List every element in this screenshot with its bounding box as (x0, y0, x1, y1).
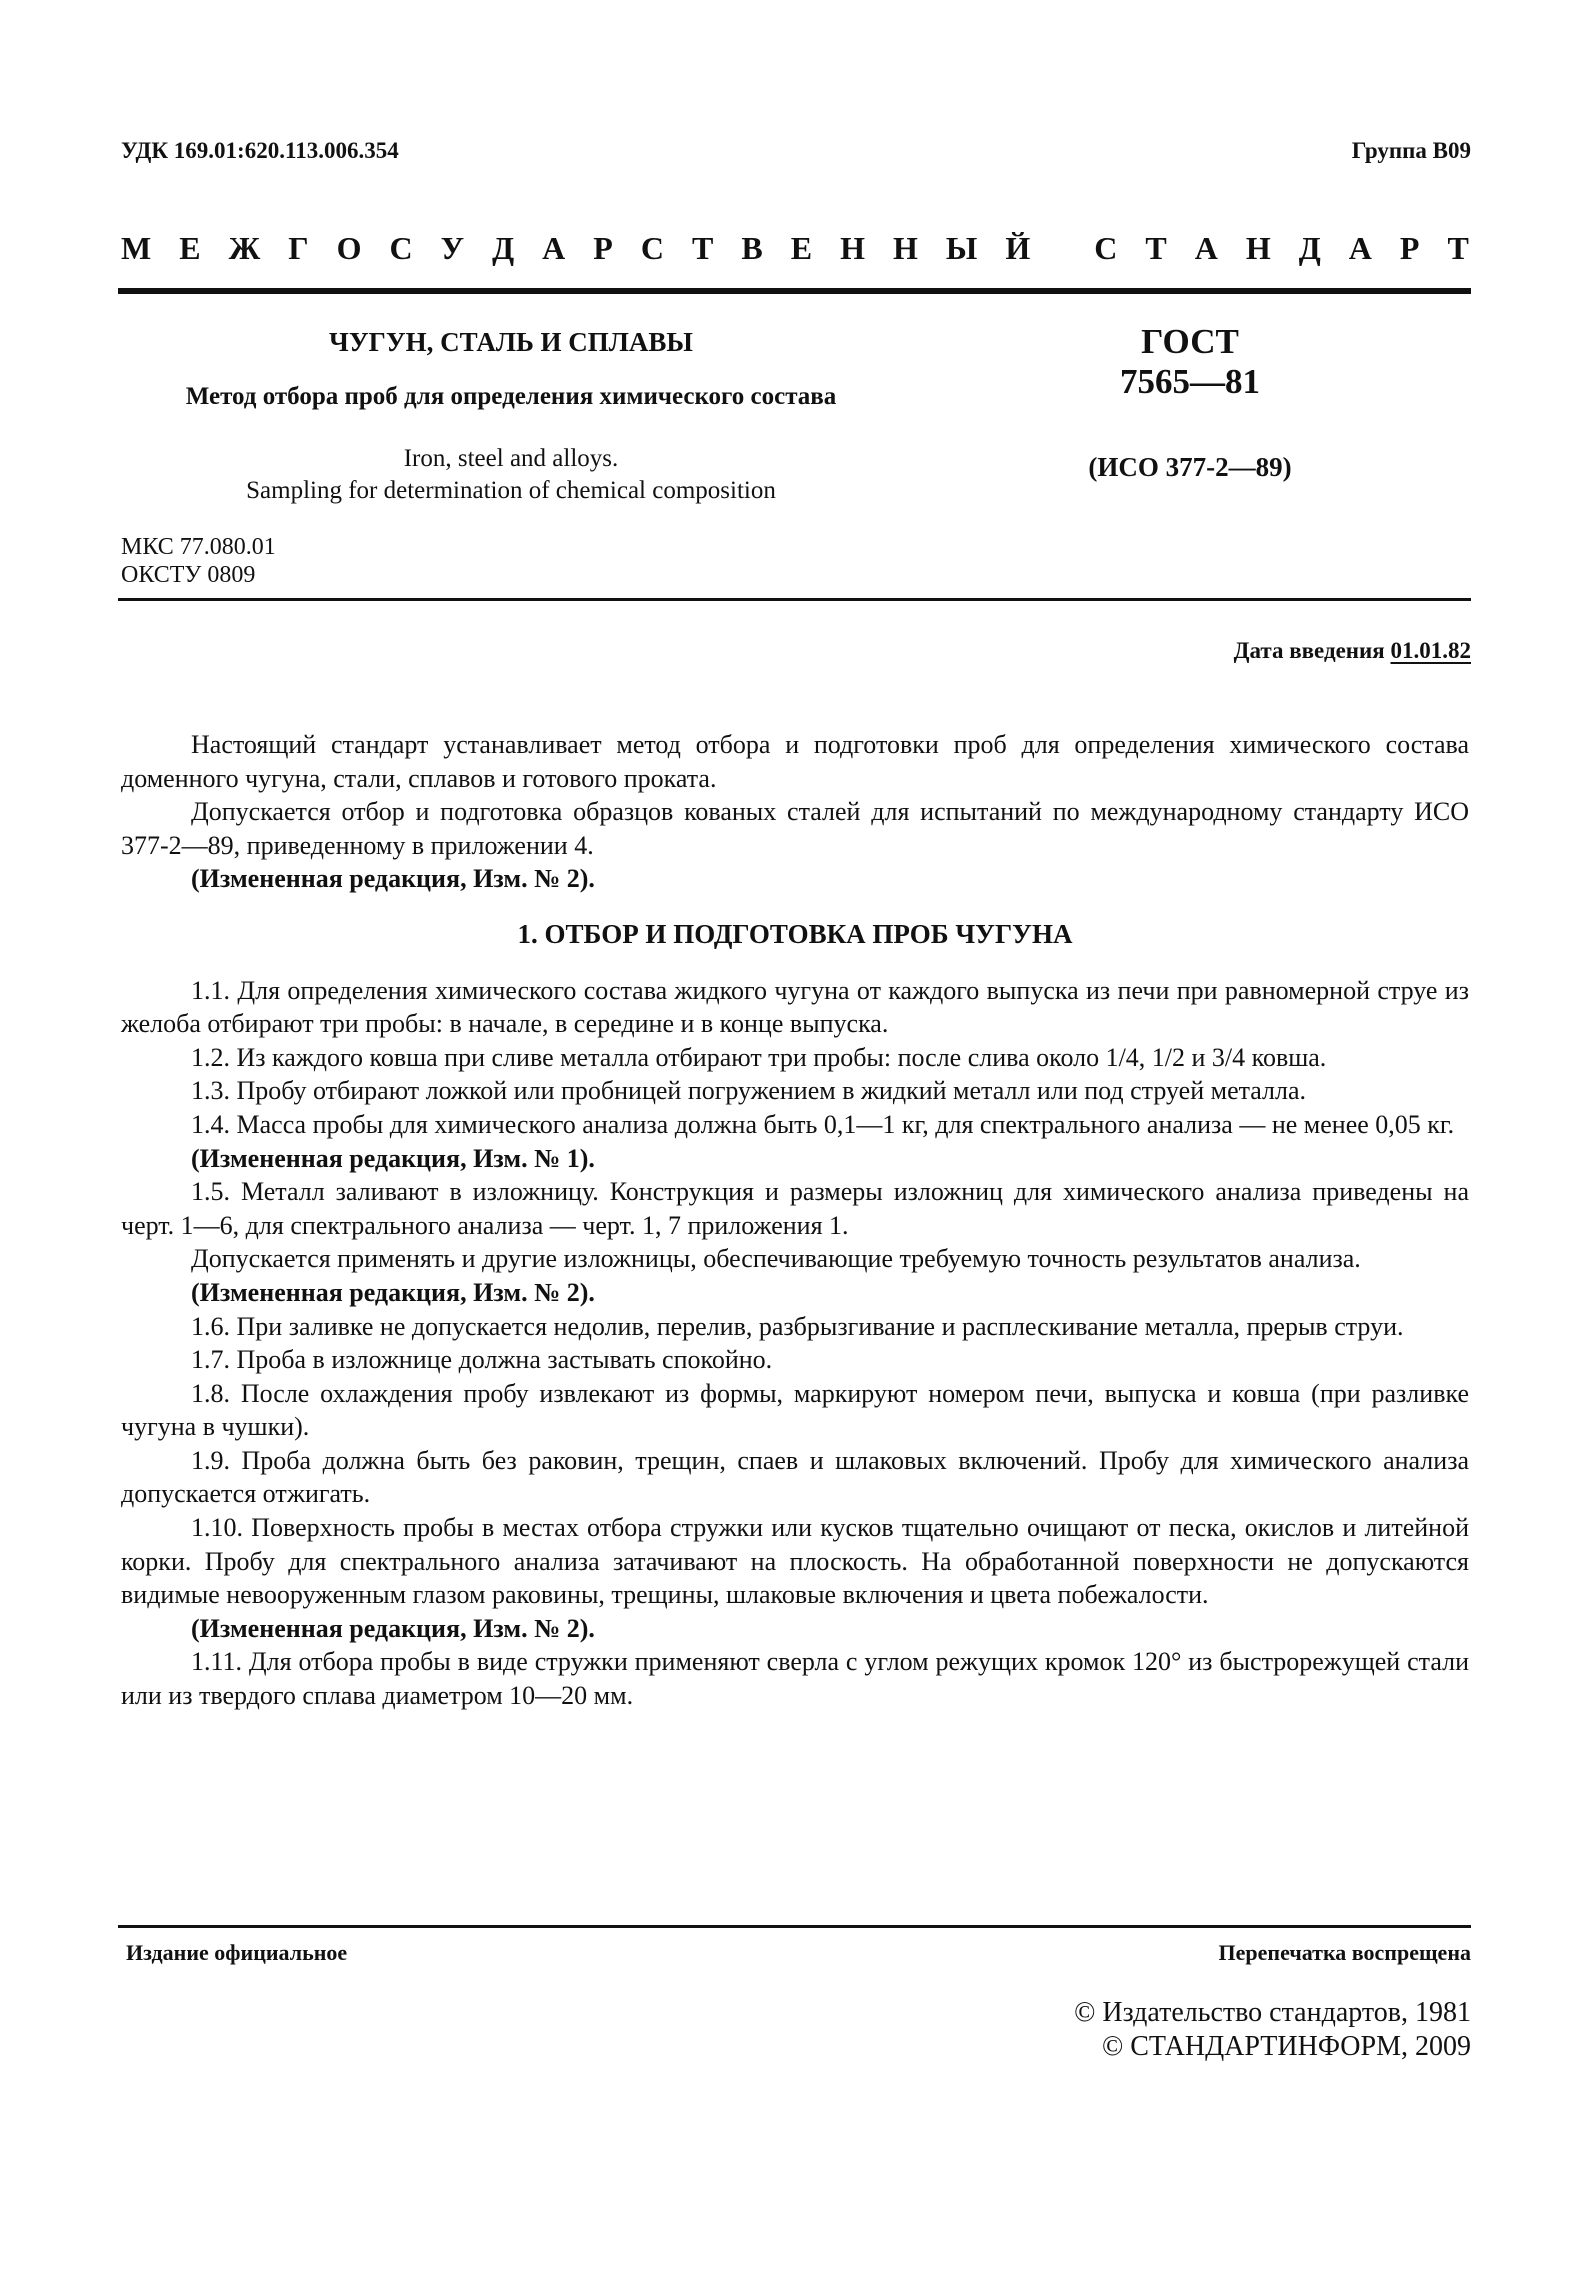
interstate-letter: Г (288, 230, 309, 266)
okstu-code: ОКСТУ 0809 (121, 562, 256, 588)
clause: 1.11. Для отбора пробы в виде стружки применяют сверла с углом режущих кромок 120° из быстрорежущей стали или из твердого сплава диаметром 10—20 мм. (121, 1647, 1469, 1711)
revision-note: (Измененная редакция, Изм. № 2). (191, 1613, 595, 1643)
revision-note: (Измененная редакция, Изм. № 2). (191, 864, 595, 894)
clause: Допускается применять и другие изложницы, обеспечивающие требуемую точность результатов анализа. (191, 1244, 1361, 1274)
interstate-letter: Ы (945, 230, 978, 266)
interstate-letter: С (389, 230, 413, 266)
gost-number: 7565—81 (1120, 362, 1260, 401)
interstate-letter: Н (1245, 230, 1271, 266)
clause: 1.7. Проба в изложнице должна застывать спокойно. (191, 1345, 773, 1375)
interstate-letter: Ж (228, 230, 261, 266)
clause: 1.6. При заливке не допускается недолив, перелив, разбрызгивание и расплескивание металла, прерыв струи. (191, 1311, 1404, 1341)
reprint-prohibited: Перепечатка воспрещена (1218, 1940, 1471, 1965)
clause: 1.3. Пробу отбирают ложкой или пробницей погружением в жидкий металл или под струей металла. (191, 1076, 1307, 1106)
clause: 1.1. Для определения химического состава жидкого чугуна от каждого выпуска из печи при равномерной струе из желоба отбирают три пробы: в начале, в середине и в конце выпуска. (121, 975, 1469, 1039)
interstate-letter: У (440, 230, 465, 266)
copyright-line: © Издательство стандартов, 1981 (1074, 1997, 1471, 2028)
classification-codes (121, 533, 276, 589)
intro-paragraph: Допускается отбор и подготовка образцов кованых сталей для испытаний по международному стандарту ИСО 377-2—89, приведенному в приложении 4. (121, 797, 1469, 860)
clause: 1.8. После охлаждения пробу извлекают из формы, маркируют номером печи, выпуска и ковша (при разливке чугуна в чушки). (121, 1378, 1469, 1442)
revision-note: (Измененная редакция, Изм. № 1). (191, 1143, 595, 1173)
title-block-rule (118, 598, 1471, 601)
interstate-letter: Д (1298, 230, 1321, 266)
group-code: Группа В09 (1351, 138, 1471, 163)
interstate-letter: Р (593, 230, 613, 266)
interstate-letter: А (1348, 230, 1372, 266)
clause: 1.4. Масса пробы для химического анализа должна быть 0,1—1 кг, для спектрального анализа — не менее 0,05 кг. (191, 1109, 1455, 1139)
gost-label: ГОСТ (1141, 322, 1239, 361)
mks-code: МКС 77.080.01 (121, 534, 276, 560)
document-body (121, 728, 1469, 1713)
interstate-letter: С (1094, 230, 1118, 266)
footer-rule (118, 1925, 1471, 1928)
interstate-letter (1058, 230, 1066, 267)
intro-paragraph: Настоящий стандарт устанавливает метод отбора и подготовки проб для определения химического состава доменного чугуна, стали, сплавов и готового проката. (121, 730, 1469, 793)
english-title-line-2: Sampling for determination of chemical composition (246, 477, 776, 504)
revision-note: (Измененная редакция, Изм. № 2). (191, 1277, 595, 1307)
introduction-date-label: Дата введения (1233, 638, 1385, 663)
interstate-letter: Н (892, 230, 918, 266)
interstate-letter: Т (1145, 230, 1167, 266)
interstate-letter: Й (1005, 230, 1031, 266)
interstate-standard-heading (121, 230, 1469, 267)
english-title-line-1: Iron, steel and alloys. (403, 445, 619, 472)
interstate-letter: Р (1399, 230, 1420, 266)
clause: 1.10. Поверхность пробы в местах отбора стружки или кусков тщательно очищают от песка, окислов и литейной корки. Пробу для спектрального анализа затачивают на плоскость. На обработанной поверхности не допускаются видимые невооруженным глазом раковины, трещины, шлаковые включения и цвета побежалости. (121, 1513, 1469, 1610)
interstate-letter: Е (790, 230, 813, 266)
interstate-letter: М (121, 230, 152, 266)
introduction-date-value: 01.01.82 (1390, 638, 1471, 663)
standard-subtitle: Метод отбора проб для определения химического состава (185, 383, 837, 410)
section-heading: 1. ОТБОР И ПОДГОТОВКА ПРОБ ЧУГУНА (517, 918, 1073, 949)
interstate-letter: А (1194, 230, 1218, 266)
iso-reference: (ИСО 377-2—89) (1088, 452, 1292, 482)
interstate-letter: В (741, 230, 763, 266)
interstate-letter: Н (840, 230, 865, 266)
gost-designation (1000, 322, 1380, 402)
copyright-block (1074, 1996, 1471, 2064)
clause: 1.9. Проба должна быть без раковин, трещин, спаев и шлаковых включений. Пробу для химического анализа допускается отжигать. (121, 1445, 1469, 1509)
copyright-line: © СТАНДАРТИНФОРМ, 2009 (1101, 2031, 1471, 2062)
introduction-date (1234, 638, 1471, 664)
clause: 1.2. Из каждого ковша при сливе металла отбирают три пробы: после слива около 1/4, 1/2 и 3/4 ковша. (191, 1042, 1327, 1072)
standard-title: ЧУГУН, СТАЛЬ И СПЛАВЫ (329, 327, 693, 357)
udc-code: УДК 169.01:620.113.006.354 (121, 138, 399, 163)
interstate-letter: А (542, 230, 566, 266)
interstate-letter: Е (179, 230, 201, 266)
interstate-letter: С (640, 230, 664, 266)
clause: 1.5. Металл заливают в изложницу. Конструкция и размеры изложниц для химического анализа приведены на черт. 1—6, для спектрального анализа — черт. 1, 7 приложения 1. (121, 1177, 1469, 1240)
header-rule (118, 288, 1471, 294)
official-edition: Издание официальное (126, 1940, 348, 1965)
english-title (121, 443, 901, 507)
interstate-letter: Д (492, 230, 515, 266)
interstate-letter: О (336, 230, 362, 266)
interstate-letter: Т (1447, 230, 1469, 266)
interstate-letter: Т (691, 230, 714, 266)
